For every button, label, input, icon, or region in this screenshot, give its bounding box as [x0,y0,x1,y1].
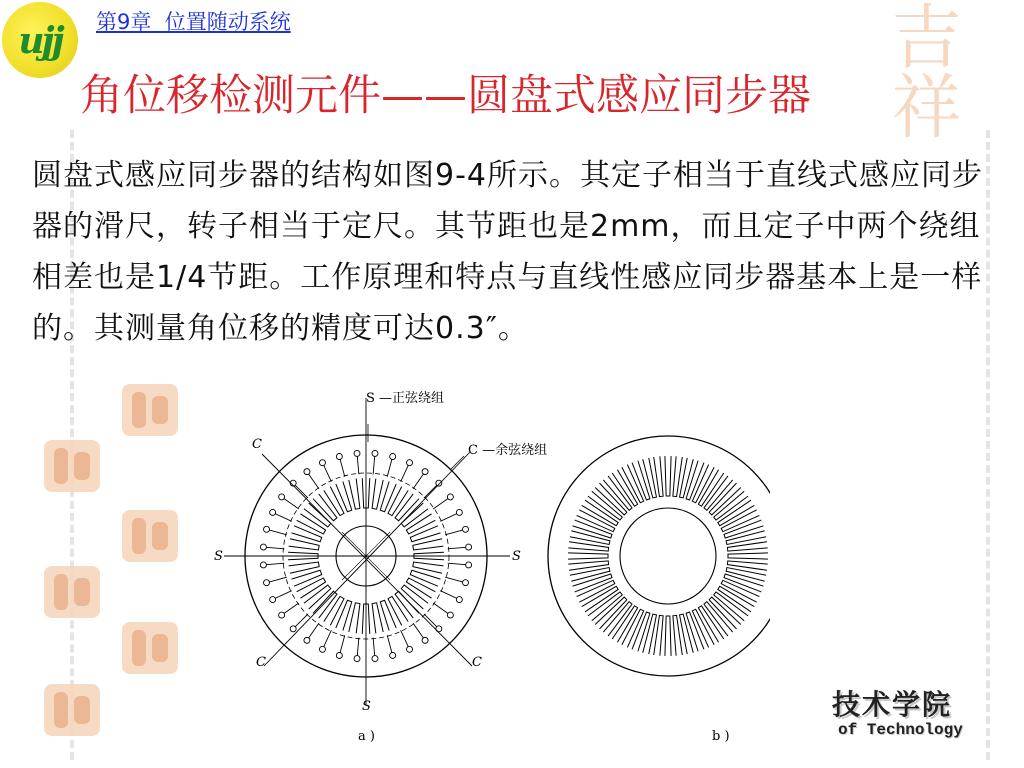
stator-lead-line [324,465,332,481]
stator-lead-line [340,635,345,652]
stator-terminal [456,509,462,515]
stator-lead-line [266,547,284,549]
stator-lead-line [284,603,299,613]
stator-terminal [336,454,342,460]
stator-terminal [264,580,270,586]
cosine-winding-label: C —余弦绕组 [468,443,548,458]
stator-winding-segment [388,596,408,625]
stator-lead-line [269,530,286,535]
stator-winding-segment [395,494,419,521]
stator-winding-segment [304,585,331,609]
stator-terminal [319,460,325,466]
figure-b-rotor [548,436,770,676]
stator-winding-segment [406,514,435,534]
stator-lead-line [448,547,466,549]
stator-terminal [354,656,360,662]
cosine-label-leader [450,456,464,470]
stator-terminal [319,646,325,652]
stator-lead-line [309,474,319,489]
stator-terminal [407,646,413,652]
stator-terminal [372,450,378,456]
stator-lead-line [424,614,437,627]
stator-lead-line [440,514,456,522]
stator-lead-line [357,456,359,474]
stator-lead-line [401,630,409,646]
watermark-seal [44,566,100,618]
stator-lead-line [413,623,423,638]
stator-lead-line [373,638,375,656]
watermark-seal [122,384,178,436]
stator-terminal [304,469,310,475]
school-name: 技术学院 [832,688,953,721]
stator-winding-segment [324,487,344,516]
stator-terminal [372,656,378,662]
rotor-winding-segment [568,553,608,559]
stator-lead-line [340,459,345,476]
stator-terminal [354,450,360,456]
watermark-seal [44,440,100,492]
stator-terminal [407,460,413,466]
stator-winding-segment [313,591,337,618]
school-name-en: of Technology [838,721,963,739]
stator-winding-segment [292,526,322,542]
stator-terminal [264,526,270,532]
stator-terminal [422,469,428,475]
rotor-winding-segment [665,456,671,496]
body-paragraph: 圆盘式感应同步器的结构如图9-4所示。其定子相当于直线式感应同步器的滑尺，转子相当于定尺。其节距也是2mm，而且定子中两个绕组相差也是1/4节距。工作原理和特点与直线性感应同步器基本上是一样的。其测量角位移的精度可达0.3″。 [32,158,983,346]
stator-lead-line [284,499,299,509]
stator-winding-segment [380,482,396,512]
stator-winding-segment [304,503,331,527]
stator-lead-line [440,591,456,599]
watermark-seal [122,622,178,674]
stator-terminal [466,562,472,568]
rotor-winding-segment [665,616,671,656]
stator-winding-segment [336,482,352,512]
stator-lead-line [373,456,375,474]
caption-b: b ) [712,729,730,744]
stator-lead-line [401,465,409,481]
stator-winding-segment [395,591,419,618]
stator-lead-line [448,563,466,565]
stator-lead-line [445,577,462,582]
stator-terminal [447,612,453,618]
stator-terminal [270,509,276,515]
stator-terminal [462,526,468,532]
slide-title: 角位移检测元件——圆盘式感应同步器 [80,71,811,121]
stator-terminal [447,494,453,500]
stator-lead-line [295,485,308,498]
stator-lead-line [324,630,332,646]
watermark-seal [44,684,100,736]
stator-terminal [390,652,396,658]
label-c-bottom-left: C [256,655,266,670]
stator-winding-segment [380,600,396,630]
stator-lead-line [413,474,423,489]
stator-terminal [279,494,285,500]
stator-terminal [456,597,462,603]
stator-terminal [260,562,266,568]
stator-lead-line [295,614,308,627]
stator-winding-segment [401,503,428,527]
stator-terminal [390,454,396,460]
chapter-link[interactable]: 第9章 位置随动系统 [96,10,291,34]
stator-lead-line [433,603,448,613]
stator-terminal [422,637,428,643]
stator-lead-line [387,635,392,652]
rotor-winding-segment [728,553,768,559]
label-s-right: S [512,549,521,564]
stator-winding-segment [388,487,408,516]
stator-lead-line [269,577,286,582]
stator-terminal [260,544,266,550]
stator-winding-segment [336,600,352,630]
rotor-outer-circle [548,436,770,676]
stator-winding-segment [410,526,440,542]
logo-mark: ujj [18,20,62,62]
stator-terminal [462,580,468,586]
stator-terminal [436,480,442,486]
watermark-seal-large: 吉祥 [880,0,962,140]
label-s-bottom: S [362,699,371,714]
stator-lead-line [266,563,284,565]
stator-terminal [279,612,285,618]
stator-lead-line [445,530,462,535]
disk-synchro-figure [200,384,770,754]
logo-icon [2,2,78,78]
watermark-seal [122,510,178,562]
stator-winding-segment [313,494,337,521]
stator-winding-segment [401,585,428,609]
stator-terminal [290,626,296,632]
stator-winding-segment [292,570,322,586]
rotor-inner-circle [620,508,716,604]
label-c-top-left: C [252,437,262,452]
stator-lead-line [433,499,448,509]
stator-winding-segment [297,514,326,534]
stator-winding-segment [297,578,326,598]
caption-a: a ) [358,729,375,744]
stator-lead-line [309,623,319,638]
stator-terminal [466,544,472,550]
stator-lead-line [275,514,291,522]
stator-winding-segment [410,570,440,586]
stator-winding-segment [406,578,435,598]
stator-lead-line [387,459,392,476]
stator-lead-line [424,485,437,498]
stator-terminal [270,597,276,603]
stator-terminal [304,637,310,643]
stator-lead-line [275,591,291,599]
sine-winding-label: S —正弦绕组 [366,391,445,406]
stator-terminal [336,652,342,658]
stator-lead-line [357,638,359,656]
label-c-bottom-right: C [472,655,482,670]
label-s-left: S [214,549,223,564]
